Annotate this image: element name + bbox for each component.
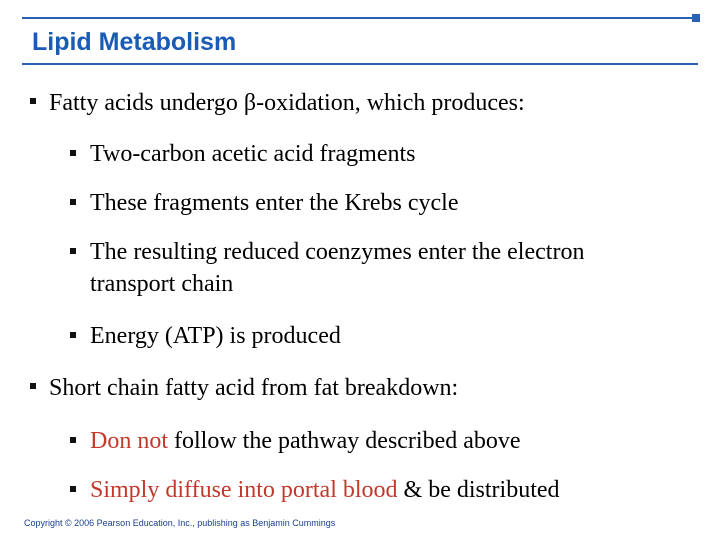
sub-bullet-2-1 (70, 425, 521, 457)
sub-bullet-text (90, 425, 521, 457)
title-underline (22, 63, 698, 65)
square-bullet-icon (30, 98, 36, 104)
square-bullet-icon (70, 486, 76, 492)
bullet-2-text: Short chain fatty acid from fat breakdown: (49, 375, 459, 401)
sub-bullet-rest: follow the pathway described above (168, 428, 521, 454)
square-bullet-icon (70, 248, 76, 254)
sub-bullet-text: The resulting reduced coenzymes enter the electron transport chain (90, 239, 585, 297)
top-rule (22, 17, 698, 19)
square-bullet-icon (70, 199, 76, 205)
sub-bullet-text: Two-carbon acetic acid fragments (90, 141, 416, 167)
bullet-2 (30, 372, 458, 404)
bullet-1-text: Fatty acids undergo β-oxidation, which produces: (49, 90, 525, 116)
square-bullet-icon (70, 437, 76, 443)
sub-bullet-2-2 (70, 474, 560, 506)
sub-bullet-1-4 (70, 320, 341, 352)
slide-title: Lipid Metabolism (32, 28, 237, 56)
copyright-footer: Copyright © 2006 Pearson Education, Inc., publishing as Benjamin Cummings (24, 518, 336, 528)
square-bullet-icon (70, 150, 76, 156)
sub-bullet-text (90, 474, 560, 506)
square-bullet-icon (30, 383, 36, 389)
bullet-1 (30, 87, 525, 119)
square-bullet-icon (70, 332, 76, 338)
sub-bullet-text: Energy (ATP) is produced (90, 323, 341, 349)
sub-bullet-1-3 (70, 236, 670, 300)
sub-bullet-text: These fragments enter the Krebs cycle (90, 190, 459, 216)
emphasis-text: Simply diffuse into portal blood (90, 477, 398, 503)
emphasis-text: Don not (90, 428, 168, 454)
sub-bullet-1-2 (70, 187, 459, 219)
top-rule-end (692, 14, 700, 22)
sub-bullet-rest: & be distributed (397, 477, 560, 503)
sub-bullet-1-1 (70, 138, 416, 170)
